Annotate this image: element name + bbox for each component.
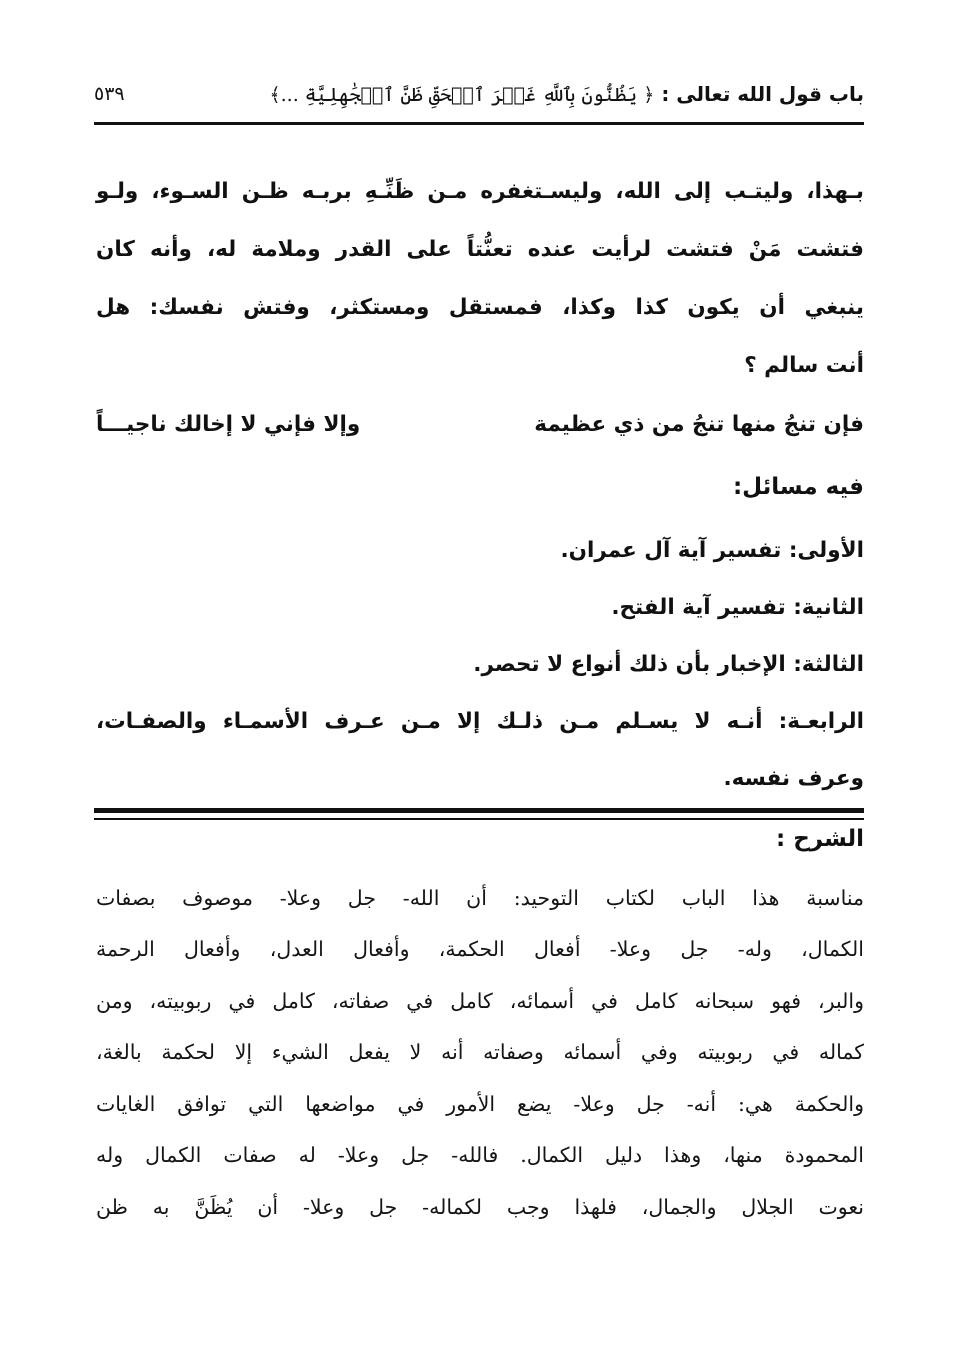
commentary-heading: الشرح : xyxy=(775,826,864,852)
page-number: ٥٣٩ xyxy=(94,83,125,105)
commentary-line: نعوت الجلال والجمال، فلهذا وجب لكماله- جل وعلا- أن يُظَنَّ به ظن xyxy=(96,1194,864,1219)
issues-heading: فيه مسائل: xyxy=(732,474,864,500)
poetry-verse xyxy=(96,396,864,452)
issues-list xyxy=(96,522,864,807)
quran-quote: ﴿ يَظُنُّونَ بِٱللَّهِ غَيۡرَ ٱلۡحَقِّ ظَنَّ ٱلۡجَٰهِلِيَّةِ ...﴾ xyxy=(269,84,655,106)
bold-line: ينبغي أن يكون كذا وكذا، فمستقل ومستكثر، وفتش نفسك: هل xyxy=(96,295,864,321)
commentary-line: المحمودة منها، وهذا دليل الكمال. فالله- جل وعلا- له صفات الكمال وله xyxy=(96,1143,864,1168)
commentary-line: الكمال، وله- جل وعلا- أفعال الحكمة، وأفعال العدل، وأفعال الرحمة xyxy=(96,937,864,962)
section-divider-thin xyxy=(94,818,864,820)
bold-line: بـهذا، وليتـب إلى الله، وليسـتغفره مـن ظَنِّـهِ بربـه ظـن السـوء، ولـو xyxy=(96,179,864,205)
running-header xyxy=(94,74,864,114)
verse-first-hemistich: فإن تنجُ منها تنجُ من ذي عظيمة xyxy=(534,411,864,437)
bold-line: أنت سالم ؟ xyxy=(744,353,864,379)
bold-line: فتشت مَنْ فتشت لرأيت عنده تعنُّتاً على القدر وملامة له، وأنه كان xyxy=(96,237,864,263)
issue-item: الأولى: تفسير آية آل عمران. xyxy=(560,538,864,563)
commentary-line: كماله في ربوبيته وفي أسمائه وصفاته أنه لا يفعل الشيء إلا لحكمة بالغة، xyxy=(96,1040,864,1065)
section-divider-thick xyxy=(94,808,864,813)
issue-item: الرابعـة: أنـه لا يسـلم مـن ذلـك إلا مـن عـرف الأسمـاء والصفـات، xyxy=(96,709,864,734)
commentary-paragraph xyxy=(96,872,864,1233)
chapter-prefix: باب قول الله تعالى : xyxy=(661,82,864,106)
verse-second-hemistich: وإلا فإني لا إخالك ناجيـــاً xyxy=(96,411,361,437)
commentary-line: والحكمة هي: أنه- جل وعلا- يضع الأمور في مواضعها التي توافق الغايات xyxy=(96,1091,864,1116)
issue-item: الثانية: تفسير آية الفتح. xyxy=(611,595,864,620)
chapter-heading xyxy=(269,82,864,106)
bold-paragraph xyxy=(96,163,864,395)
issue-item-continuation: وعرف نفسه. xyxy=(723,766,864,791)
commentary-line: والبر، فهو سبحانه كامل في أسمائه، كامل في صفاته، كامل في ربوبيته، ومن xyxy=(96,988,864,1013)
commentary-line: مناسبة هذا الباب لكتاب التوحيد: أن الله- جل وعلا- موصوف بصفات xyxy=(96,885,864,910)
header-divider xyxy=(94,122,864,125)
issue-item: الثالثة: الإخبار بأن ذلك أنواع لا تحصر. xyxy=(473,652,864,677)
